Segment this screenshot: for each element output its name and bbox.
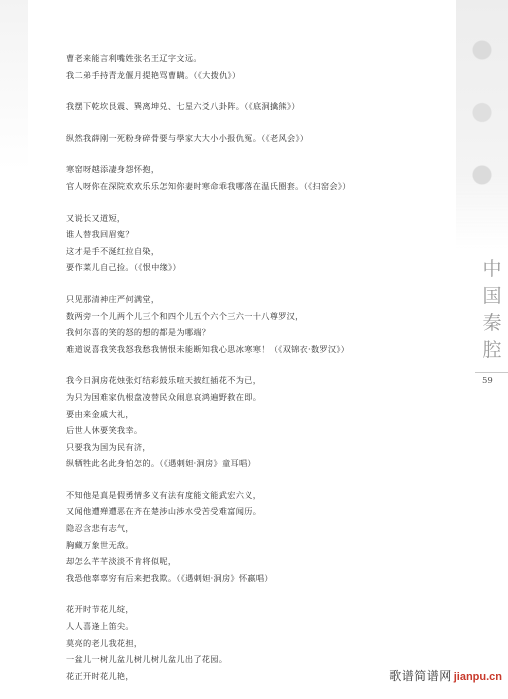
- lyric-line: 纵牺牲此名此身怕怎的。（《遇刺妲·洞房》童耳唱）: [66, 458, 256, 469]
- lyric-line: 我今日洞房花烛张灯结彩鼓乐喧天披红插花不为已，: [66, 375, 262, 386]
- side-title-char: 秦: [482, 312, 502, 334]
- lyric-line: 为只为国难家仇根盘凌替民众闹息哀鸿遍野救在即。: [66, 391, 262, 402]
- lyric-stanza: [66, 210, 466, 276]
- lyric-line: 官人呀你在深院欢欢乐乐怎知你妻时寒命乖我哪落在温氏圈套。（《扫窑会》）: [66, 180, 351, 191]
- lyric-line: 我二弟手持青龙偃月提艳骂曹瞒。（《大拨仇》）: [66, 69, 241, 80]
- side-title-char: 国: [482, 285, 502, 307]
- lyric-line: 人人喜逢上笛尖。: [66, 621, 134, 632]
- left-ornament: [0, 0, 28, 170]
- lyrics-body: [66, 50, 466, 699]
- lyric-stanza: [66, 372, 466, 472]
- lyric-line: 后世人休要笑我幸。: [66, 425, 143, 436]
- lyric-stanza: [66, 98, 466, 115]
- lyric-line: 我恐他辜辜穷有后来把我欺。（《遇刺妲·洞房》怀嬴唱）: [66, 572, 273, 583]
- lyric-stanza: [66, 161, 466, 194]
- watermark-url: jianpu.cn: [453, 671, 502, 683]
- side-title-char: 腔: [482, 339, 502, 361]
- lyric-line: 不知他是真是假勇情多义有法有度能文能武宏六义，: [66, 489, 262, 500]
- lyric-stanza: [66, 291, 466, 357]
- lyric-line: 数两旁一个儿两个儿三个和四个儿五个六个三六一十八尊罗汉，: [66, 310, 304, 321]
- page-number: 59: [482, 376, 493, 386]
- lyric-line: 花开时节花儿绽，: [66, 604, 134, 615]
- lyric-stanza: [66, 487, 466, 587]
- lyric-line: 莫亮的老儿我花担，: [66, 637, 143, 648]
- lyric-line: 一盆儿一树儿盆儿树儿树儿盆儿出了花园。: [66, 654, 228, 665]
- lyric-line: 又闻他遭殚遭恶在齐在楚涉山涉水受苦受难富闻历。: [66, 506, 262, 517]
- lyric-line: 纵然我薛刚一死粉身碎骨要与學家大大小小报仇冤。（《老风会》）: [66, 132, 309, 143]
- watermark-site-name: 歌谱简谱网: [389, 669, 452, 683]
- lyric-line: 我摆下乾坎艮震、巽离坤兑、七星六爻八卦阵。（《底洞擒熊》）: [66, 101, 300, 112]
- lyric-line: 寒窑呀越添凄身怨怀抱，: [66, 164, 160, 175]
- lyric-line: 只见那清神庄严何满堂，: [66, 293, 160, 304]
- side-title: [475, 256, 508, 364]
- side-title-char: 中: [482, 258, 502, 280]
- lyric-line: 花正开时花儿艳，: [66, 670, 134, 681]
- lyric-stanza: [66, 50, 466, 83]
- lyric-stanza: [66, 130, 466, 147]
- lyric-line: 隐忍含悲有志气，: [66, 523, 134, 534]
- lyric-line: 又说长又道短，: [66, 212, 126, 223]
- lyric-line: 胸藏万象世无敌。: [66, 539, 134, 550]
- lyric-line: 难道说喜我笑我怒我愁我情恨未能断知我心思冰寒寒！（《双锦衣·数罗汉》）: [66, 343, 350, 354]
- lyric-line: 我何尔喜的笑的怒的想的都是为哪端？: [66, 327, 211, 338]
- lyric-line: 只要我为国为民有济，: [66, 441, 151, 452]
- lyric-line: 要由来金戚大礼，: [66, 408, 134, 419]
- lyric-line: 谁人替我回眉寃？: [66, 229, 134, 240]
- lyric-line: 却怎么芊芊淡淡不肯将似呢，: [66, 556, 177, 567]
- watermark: [389, 667, 502, 684]
- lyric-line: 要作菜儿自己捡。（《恨中缘》）: [66, 262, 182, 273]
- lyric-line: 曹老来能言利嘴姓张名王辽字文远。: [66, 53, 202, 63]
- lyric-line: 这才是手不涎红拉自染，: [66, 245, 160, 256]
- side-divider: [475, 372, 508, 373]
